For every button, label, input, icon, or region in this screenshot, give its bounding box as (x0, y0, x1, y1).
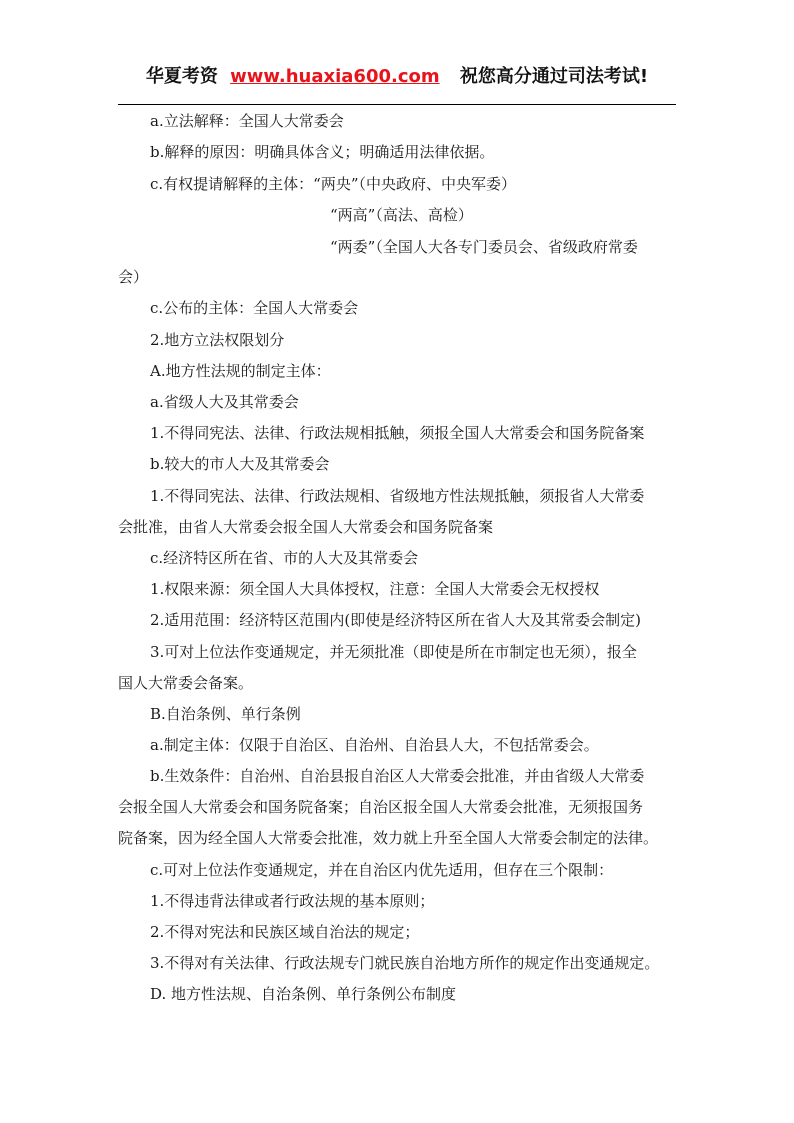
text-line: D. 地方性法规、自治条例、单行条例公布制度 (150, 985, 457, 1003)
header-divider (118, 104, 676, 105)
header-brand: 华夏考资 (145, 66, 218, 87)
text-line: 3.不得对有关法律、行政法规专门就民族自治地方所作的规定作出变通规定。 (150, 954, 660, 972)
header-slogan: 祝您高分通过司法考试! (459, 66, 649, 87)
text-line: a.立法解释：全国人大常委会 (150, 112, 344, 130)
text-line: 2.适用范围：经济特区范围内(即使是经济特区所在省人大及其常委会制定) (150, 611, 642, 629)
text-line: 2.不得对宪法和民族区域自治法的规定； (150, 923, 420, 941)
text-line: c.可对上位法作变通规定，并在自治区内优先适用，但存在三个限制： (150, 861, 614, 879)
text-line: B.自治条例、单行条例 (150, 705, 301, 723)
text-line: 1.不得同宪法、法律、行政法规相抵触，须报全国人大常委会和国务院备案 (150, 424, 645, 442)
text-line: a.省级人大及其常委会 (150, 393, 299, 411)
text-line: 1.权限来源：须全国人大具体授权，注意：全国人大常委会无权授权 (150, 580, 600, 598)
text-line: c.公布的主体：全国人大常委会 (150, 299, 359, 317)
text-line: c.经济特区所在省、市的人大及其常委会 (150, 549, 419, 567)
text-line: 会批准，由省人大常委会报全国人大常委会和国务院备案 (118, 518, 494, 536)
text-line: 3.可对上位法作变通规定，并无须批准（即使是所在市制定也无须），报全 (150, 643, 637, 661)
text-line: “两高”（高法、高检） (330, 206, 473, 224)
text-line: 院备案，因为经全国人大常委会批准，效力就上升至全国人大常委会制定的法律。 (118, 829, 659, 847)
text-line: b.生效条件：自治州、自治县报自治区人大常委会批准，并由省级人大常委 (150, 767, 645, 785)
text-line: 2.地方立法权限划分 (150, 331, 285, 349)
text-line: 1.不得同宪法、法律、行政法规相、省级地方性法规抵触，须报省人大常委 (150, 487, 645, 505)
text-line: b.较大的市人大及其常委会 (150, 455, 330, 473)
header-site-link[interactable]: www.huaxia600.com (230, 66, 440, 87)
text-line: b.解释的原因：明确具体含义；明确适用法律依据。 (150, 143, 495, 161)
text-line: c.有权提请解释的主体：“两央”（中央政府、中央军委） (150, 175, 517, 193)
text-line: 会） (118, 268, 149, 286)
text-line: 1.不得违背法律或者行政法规的基本原则； (150, 892, 435, 910)
text-line: a.制定主体：仅限于自治区、自治州、自治县人大，不包括常委会。 (150, 736, 599, 754)
text-line: 国人大常委会备案。 (118, 674, 254, 692)
text-line: A.地方性法规的制定主体： (150, 362, 331, 380)
text-line: 会报全国人大常委会和国务院备案；自治区报全国人大常委会批准，无须报国务 (118, 798, 644, 816)
page-header (0, 62, 794, 88)
text-line: “两委”（全国人大各专门委员会、省级政府常委 (330, 238, 638, 256)
